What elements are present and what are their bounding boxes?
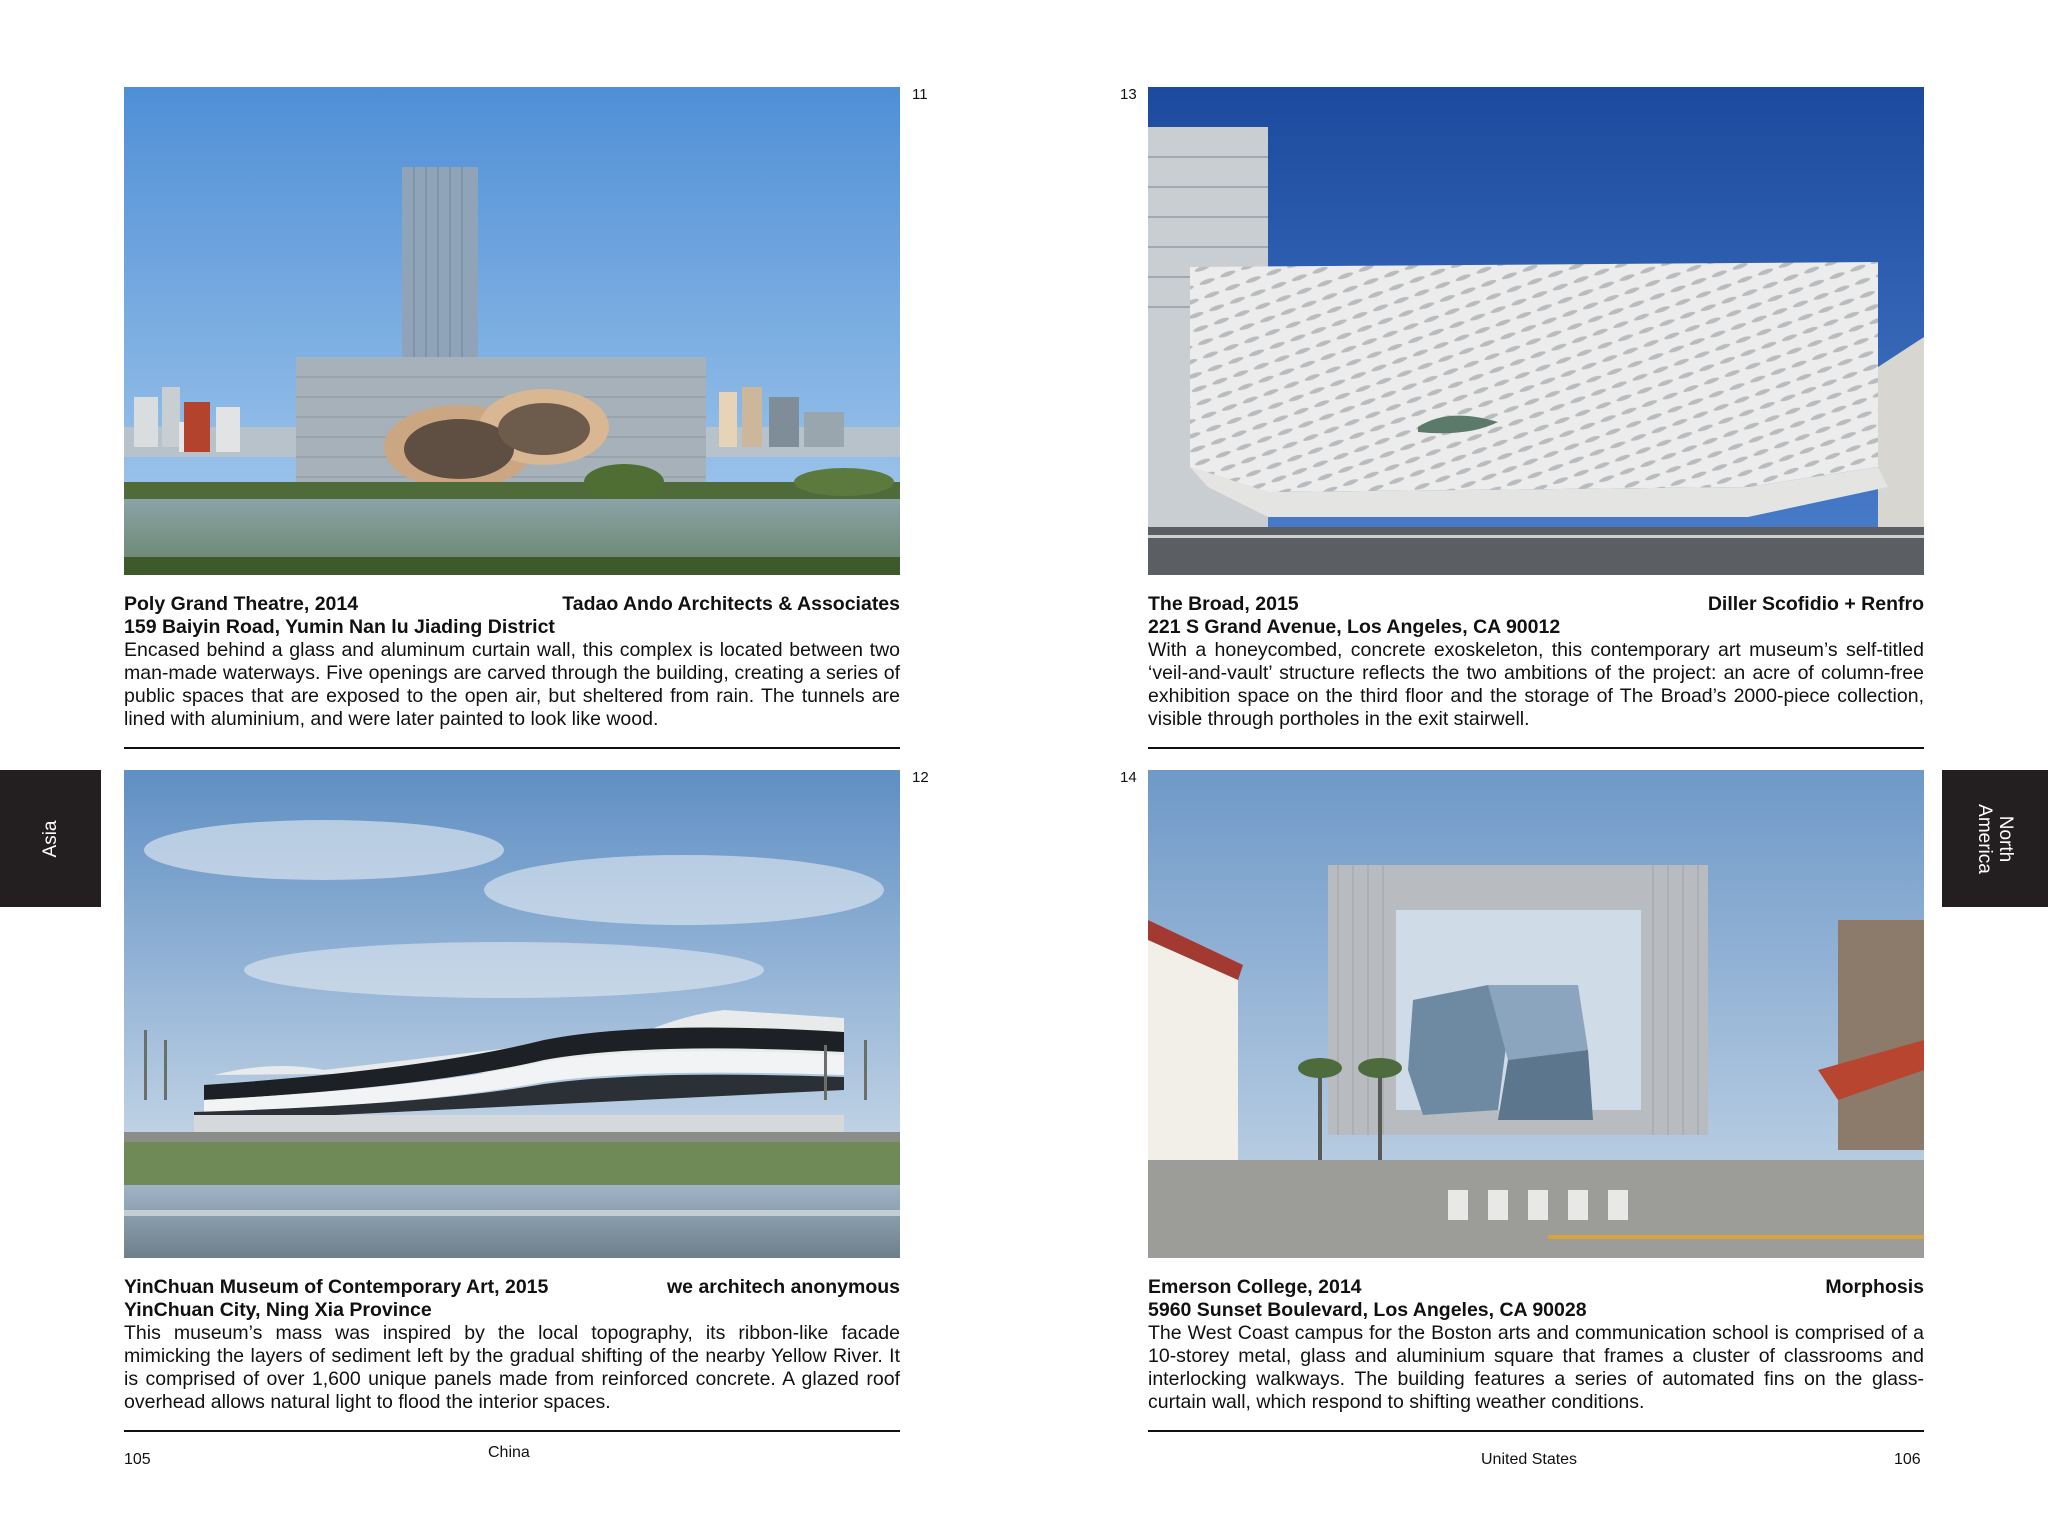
section-tab-north-america [1942,770,2048,907]
entry-architect: Diller Scofidio + Renfro [1707,593,1924,615]
caption-heading [124,1276,900,1299]
entry-architect: we architech anonymous [667,1276,900,1298]
section-tab-label: North America [1974,803,2016,874]
entry-description: The West Coast campus for the Boston arts and communication school is comprised of a 10-storey metal, glass and aluminium square that frames a cluster of classrooms and interlocking walkways. The building features a series of automated fins on the glass-curtain wall, which respond to shifting weather conditions. [1148,1322,1924,1413]
photo-poly-grand-theatre [124,87,900,575]
section-tab-label: Asia [39,820,61,857]
page-number-left: 105 [124,1451,151,1468]
caption-poly-grand-theatre [124,593,900,731]
entry-number: 13 [1120,86,1137,103]
caption-heading [124,593,900,616]
photo-yinchuan-museum [124,770,900,1258]
entry-title: Poly Grand Theatre, 2014 [124,593,359,615]
caption-heading [1148,1276,1924,1299]
entry-architect: Morphosis [1825,1276,1924,1298]
photo-emerson-college [1148,770,1924,1258]
photo-the-broad [1148,87,1924,575]
entry-address: YinChuan City, Ning Xia Province [124,1299,432,1321]
caption-emerson-college [1148,1276,1924,1414]
entry-title: YinChuan Museum of Contemporary Art, 2015 [124,1276,549,1298]
divider-rule [1148,1430,1924,1432]
entry-title: The Broad, 2015 [1148,593,1299,615]
entry-description: With a honeycombed, concrete exoskeleton, this contemporary art museum’s self-titled ‘veil-and-vault’ structure reflects the two ambitions of the project: an acre of column-free exhibition space on the third floor and the storage of The Broad’s 2000-piece collection, visible through portholes in the exit stairwell. [1148,639,1924,730]
section-tab-asia [0,770,101,907]
divider-rule [124,1430,900,1432]
entry-number: 14 [1120,769,1137,786]
country-label-left: China [488,1444,530,1461]
caption-the-broad [1148,593,1924,731]
entry-number: 11 [912,86,928,103]
entry-title: Emerson College, 2014 [1148,1276,1362,1298]
caption-yinchuan-museum [124,1276,900,1414]
entry-address: 5960 Sunset Boulevard, Los Angeles, CA 90028 [1148,1299,1587,1321]
entry-description: Encased behind a glass and aluminum curtain wall, this complex is located between two man-made waterways. Five openings are carved through the building, creating a series of public spaces that are exposed to the open air, but sheltered from rain. The tunnels are lined with aluminium, and were later painted to look like wood. [124,639,900,730]
caption-heading [1148,593,1924,616]
entry-number: 12 [912,769,929,786]
entry-address: 221 S Grand Avenue, Los Angeles, CA 90012 [1148,616,1561,638]
entry-description: This museum’s mass was inspired by the local topography, its ribbon-like facade mimicking the layers of sediment left by the gradual shifting of the nearby Yellow River. It is comprised of over 1,600 unique panels made from reinforced concrete. A glazed roof overhead allows natural light to flood the interior spaces. [124,1322,900,1413]
page-number-right: 106 [1894,1451,1921,1468]
divider-rule [124,747,900,749]
country-label-right: United States [1481,1451,1578,1468]
divider-rule [1148,747,1924,749]
entry-address: 159 Baiyin Road, Yumin Nan lu Jiading District [124,616,555,638]
entry-architect: Tadao Ando Architects & Associates [562,593,900,615]
